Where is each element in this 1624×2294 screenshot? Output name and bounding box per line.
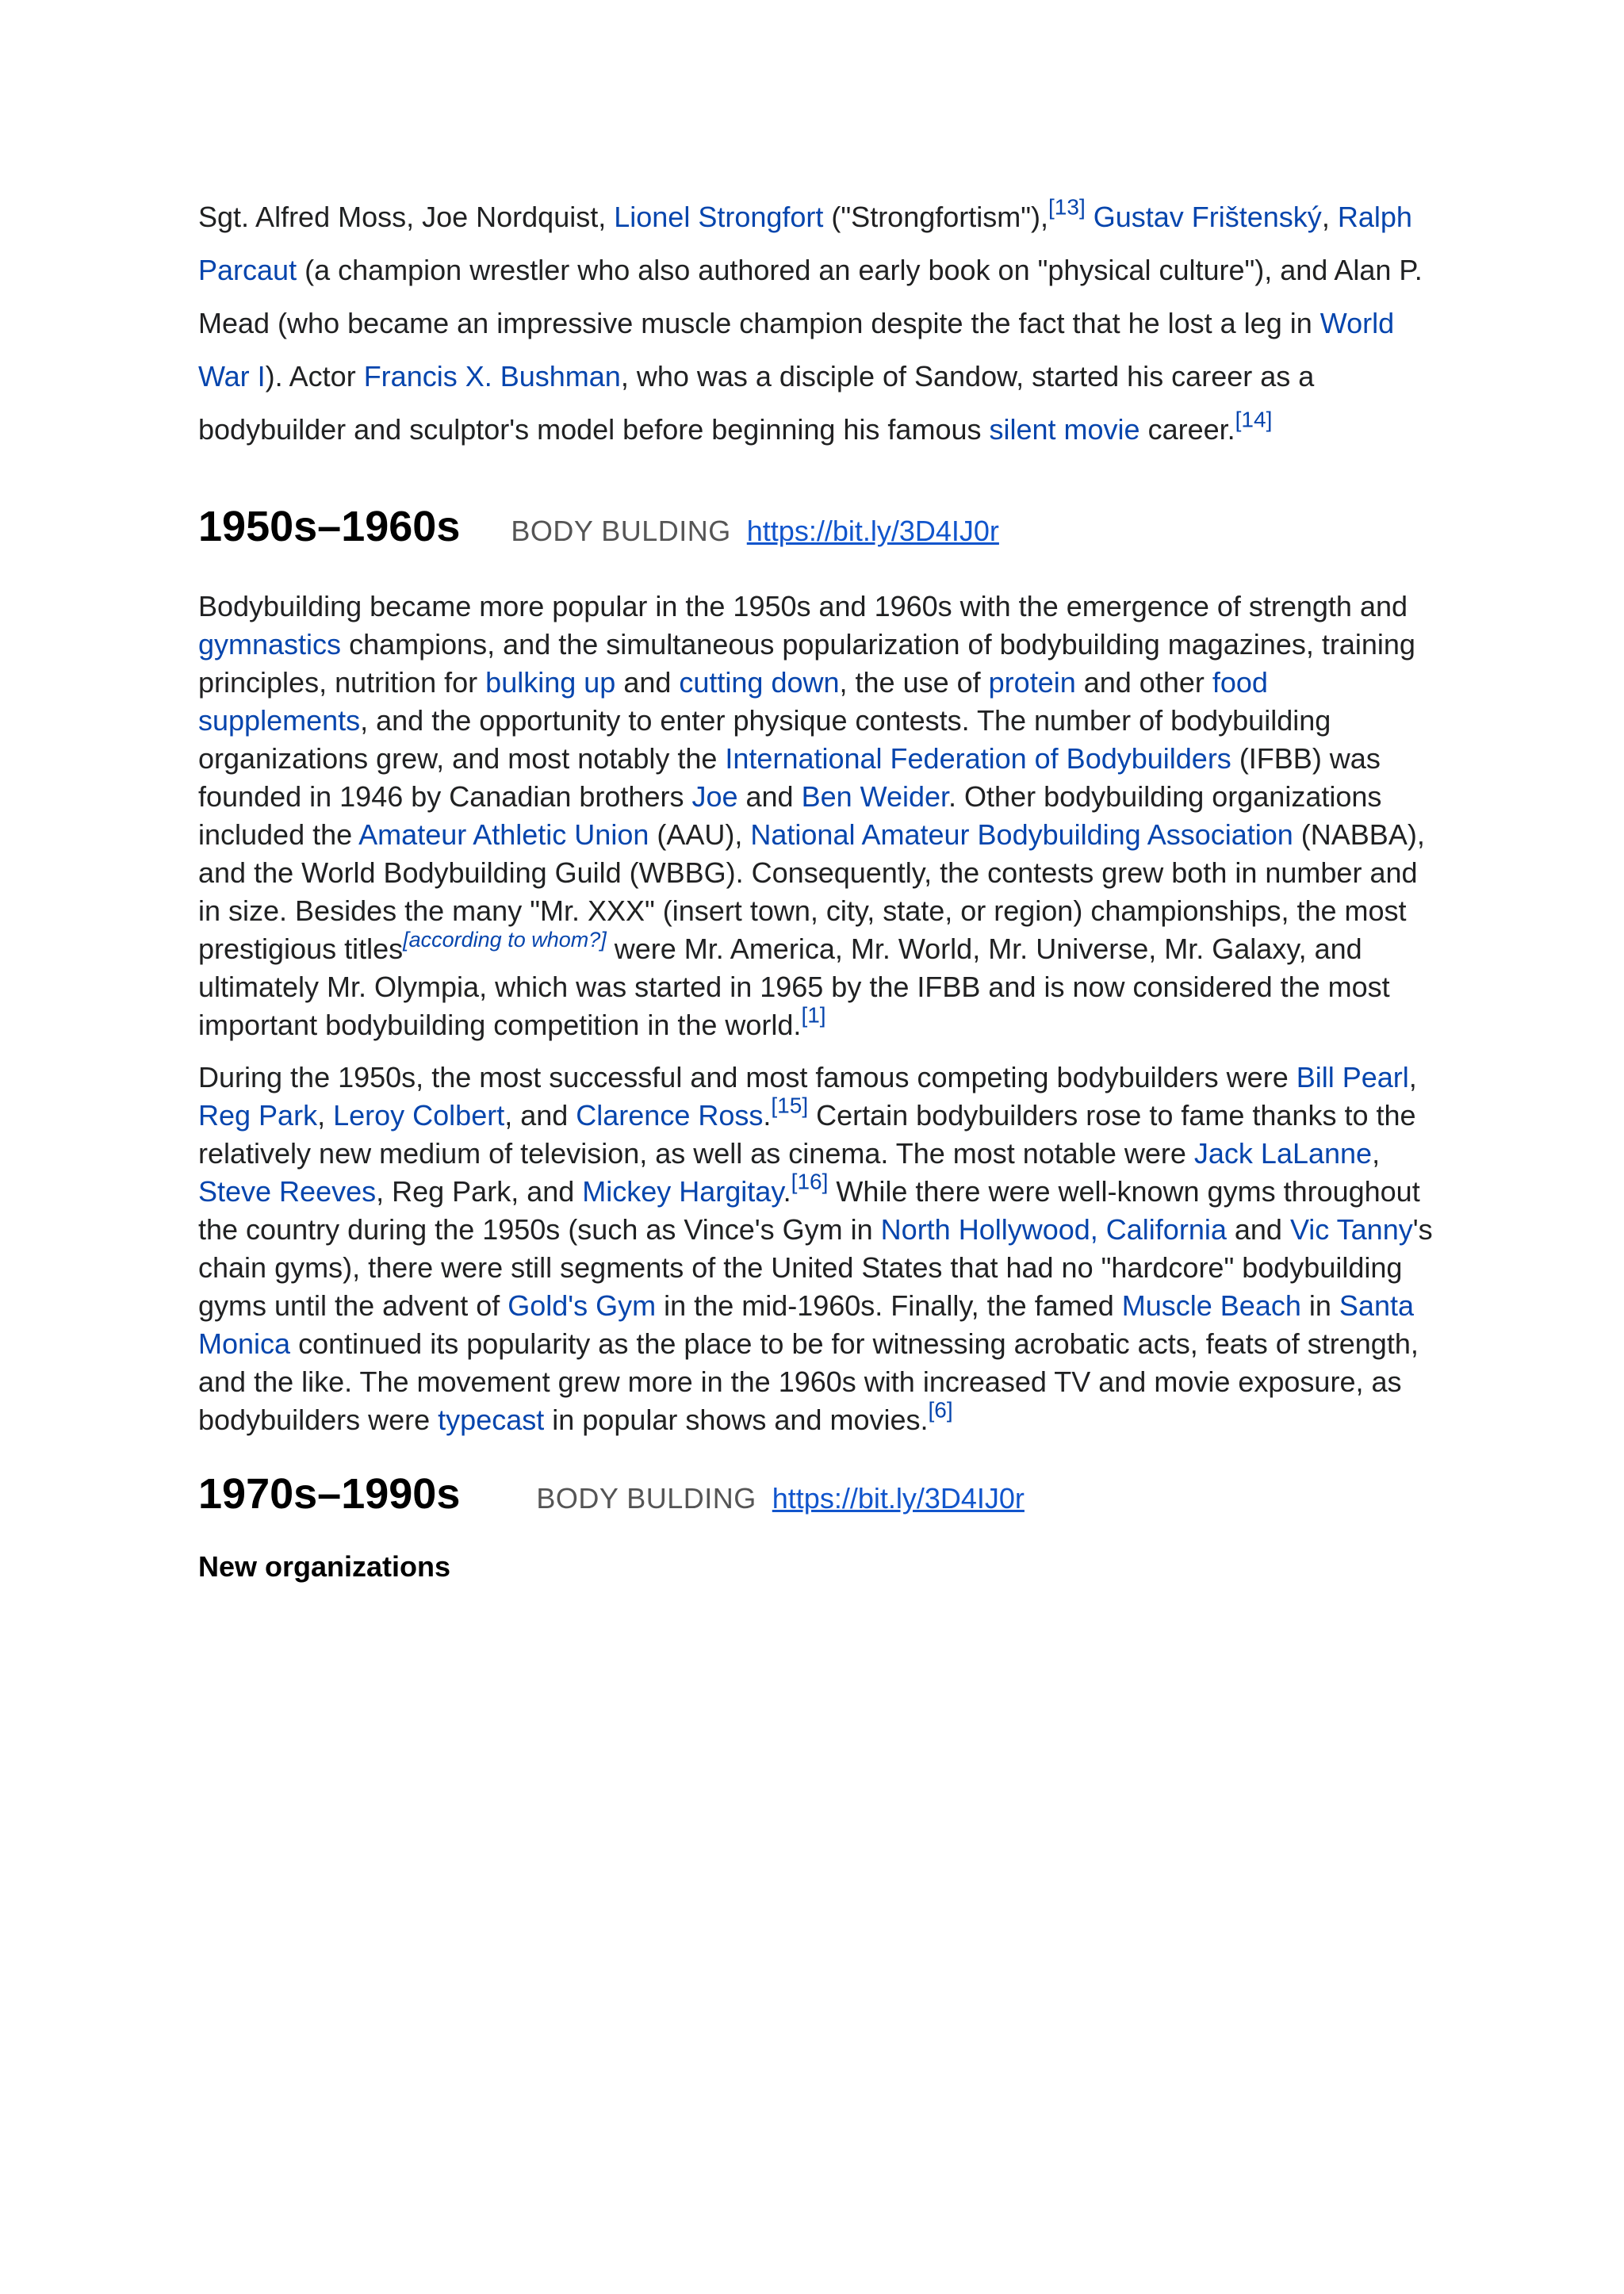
text-run: were Mr. America, Mr. World, Mr. Universe, Mr. Galaxy, and ultimately Mr. Olympia, which was started in 1965 by the IFBB and is now considered the most important bodybuilding competition in the world.	[198, 933, 1390, 1041]
link-bulking-up[interactable]: bulking up	[485, 666, 616, 699]
section-title: 1950s–1960s	[198, 503, 461, 550]
link-world-war-i[interactable]: World War I	[198, 307, 1395, 393]
reference-link[interactable]: [1]	[801, 1002, 826, 1028]
text-run: , and the opportunity to enter physique contests. The number of bodybuilding organizations grew, and most notably the	[198, 704, 1331, 775]
text-run: , the use of	[839, 666, 989, 699]
link-francis-bushman[interactable]: Francis X. Bushman	[363, 360, 621, 393]
reference-14[interactable]	[1235, 408, 1273, 432]
subsection-title-new-organizations: New organizations	[198, 1550, 451, 1583]
text-run: and	[615, 666, 680, 699]
link-joe[interactable]: Joe	[691, 780, 738, 813]
link-santa-monica[interactable]: Santa Monica	[198, 1289, 1414, 1360]
link-ralph-parcaut[interactable]: Ralph Parcaut	[198, 201, 1412, 286]
reference-link[interactable]: [16]	[791, 1169, 829, 1194]
text-run: (IFBB) was founded in 1946 by Canadian brothers	[198, 742, 1381, 813]
text-run: and other	[1075, 666, 1212, 699]
link-typecast[interactable]: typecast	[438, 1404, 545, 1436]
text-run: ). Actor	[265, 360, 364, 393]
link-gymnastics[interactable]: gymnastics	[198, 628, 342, 661]
link-muscle-beach[interactable]: Muscle Beach	[1121, 1289, 1301, 1322]
link-steve-reeves[interactable]: Steve Reeves	[198, 1175, 377, 1208]
text-run: ,	[1372, 1137, 1381, 1170]
link-silent-movie[interactable]: silent movie	[989, 413, 1140, 446]
text-run: ,	[1408, 1061, 1417, 1093]
link-protein[interactable]: protein	[988, 666, 1076, 699]
text-run: ,	[1321, 201, 1338, 233]
section-tag: BODY BULDING	[511, 515, 731, 547]
link-ifbb[interactable]: International Federation of Bodybuilders	[725, 742, 1231, 775]
reference-link[interactable]: [15]	[771, 1093, 809, 1118]
text-run: Sgt. Alfred Moss, Joe Nordquist,	[198, 201, 615, 233]
link-lionel-strongfort[interactable]: Lionel Strongfort	[614, 201, 824, 233]
text-run	[1086, 201, 1094, 233]
short-url-link[interactable]: https://bit.ly/3D4IJ0r	[746, 515, 999, 547]
text-run: and	[1226, 1213, 1290, 1246]
reference-15[interactable]	[771, 1093, 808, 1118]
text-run: in the mid-1960s. Finally, the famed	[656, 1289, 1122, 1322]
link-jack-lalanne[interactable]: Jack LaLanne	[1193, 1137, 1373, 1170]
section-heading-1970s	[198, 1469, 1443, 1518]
reference-link[interactable]: [6]	[928, 1397, 953, 1423]
text-run: .	[783, 1175, 791, 1208]
link-gustav-fristensky[interactable]: Gustav Frištenský	[1093, 201, 1322, 233]
citation-needed-link[interactable]: [according to whom?]	[403, 928, 607, 952]
short-url-link[interactable]: https://bit.ly/3D4IJ0r	[772, 1482, 1025, 1515]
link-nabba[interactable]: National Amateur Bodybuilding Association	[750, 818, 1293, 851]
reference-link[interactable]: [14]	[1235, 407, 1273, 432]
text-run: in popular shows and movies.	[544, 1404, 929, 1436]
text-run: .	[763, 1099, 772, 1132]
link-north-hollywood[interactable]: North Hollywood, California	[880, 1213, 1227, 1246]
paragraph-1950s-popularity	[198, 588, 1443, 1044]
article-content	[198, 190, 1443, 1584]
link-leroy-colbert[interactable]: Leroy Colbert	[333, 1099, 505, 1132]
link-vic-tanny[interactable]: Vic Tanny	[1289, 1213, 1413, 1246]
link-bill-pearl[interactable]: Bill Pearl	[1296, 1061, 1409, 1093]
text-run: While there were well-known gyms throughout the country during the 1950s (such as Vince's Gym in	[198, 1175, 1420, 1246]
reference-16[interactable]	[791, 1170, 829, 1194]
text-run: , Reg Park, and	[376, 1175, 583, 1208]
citation-needed[interactable]	[403, 928, 607, 952]
text-run: , who was a disciple of Sandow, started his career as a bodybuilder and sculptor's model before beginning his famous	[198, 360, 1315, 446]
section-title: 1970s–1990s	[198, 1470, 461, 1518]
section-tag: BODY BULDING	[536, 1482, 756, 1515]
reference-13[interactable]	[1048, 195, 1086, 220]
link-clarence-ross[interactable]: Clarence Ross	[576, 1099, 764, 1132]
text-run: continued its popularity as the place to be for witnessing acrobatic acts, feats of strength, and the like. The movement grew more in the 1960s with increased TV and movie exposure, as bodybuilders were	[198, 1327, 1419, 1436]
link-amateur-athletic-union[interactable]: Amateur Athletic Union	[358, 818, 649, 851]
intro-paragraph	[198, 190, 1443, 456]
text-run: 's chain gyms), there were still segments of the United States that had no "hardcore" bodybuilding gyms until the advent of	[198, 1213, 1433, 1322]
text-run: in	[1300, 1289, 1339, 1322]
text-run: During the 1950s, the most successful and most famous competing bodybuilders were	[198, 1061, 1297, 1093]
link-mickey-hargitay[interactable]: Mickey Hargitay	[582, 1175, 783, 1208]
text-run: , and	[504, 1099, 576, 1132]
text-run: champions, and the simultaneous popularization of bodybuilding magazines, training principles, nutrition for	[198, 628, 1415, 699]
text-run: career.	[1139, 413, 1235, 446]
section-heading-1950s	[198, 502, 1443, 551]
text-run: (NABBA), and the World Bodybuilding Guild (WBBG). Consequently, the contests grew both in number and in size. Besides the many "Mr. XXX" (insert town, city, state, or region) championships, the most prestigious titles	[198, 818, 1425, 965]
text-run: Certain bodybuilders rose to fame thanks to the relatively new medium of television, as well as cinema. The most notable were	[198, 1099, 1416, 1170]
text-run: Bodybuilding became more popular in the 1950s and 1960s with the emergence of strength and	[198, 590, 1408, 622]
text-run: ("Strongfortism"),	[823, 201, 1049, 233]
text-run: (AAU),	[649, 818, 751, 851]
reference-6[interactable]	[929, 1398, 953, 1423]
text-run: and	[737, 780, 802, 813]
link-food-supplements[interactable]: food supplements	[198, 666, 1268, 737]
text-run: (a champion wrestler who also authored an early book on "physical culture"), and Alan P. Mead (who became an impressive muscle champion despite the fact that he lost a leg in	[198, 254, 1423, 339]
text-run: . Other bodybuilding organizations included the	[198, 780, 1382, 851]
link-ben-weider[interactable]: Ben Weider	[801, 780, 949, 813]
text-run: ,	[317, 1099, 334, 1132]
link-golds-gym[interactable]: Gold's Gym	[508, 1289, 657, 1322]
reference-link[interactable]: [13]	[1048, 194, 1086, 220]
link-reg-park[interactable]: Reg Park	[198, 1099, 318, 1132]
reference-1[interactable]	[801, 1003, 825, 1028]
link-cutting-down[interactable]: cutting down	[679, 666, 840, 699]
paragraph-1950s-bodybuilders	[198, 1059, 1443, 1439]
